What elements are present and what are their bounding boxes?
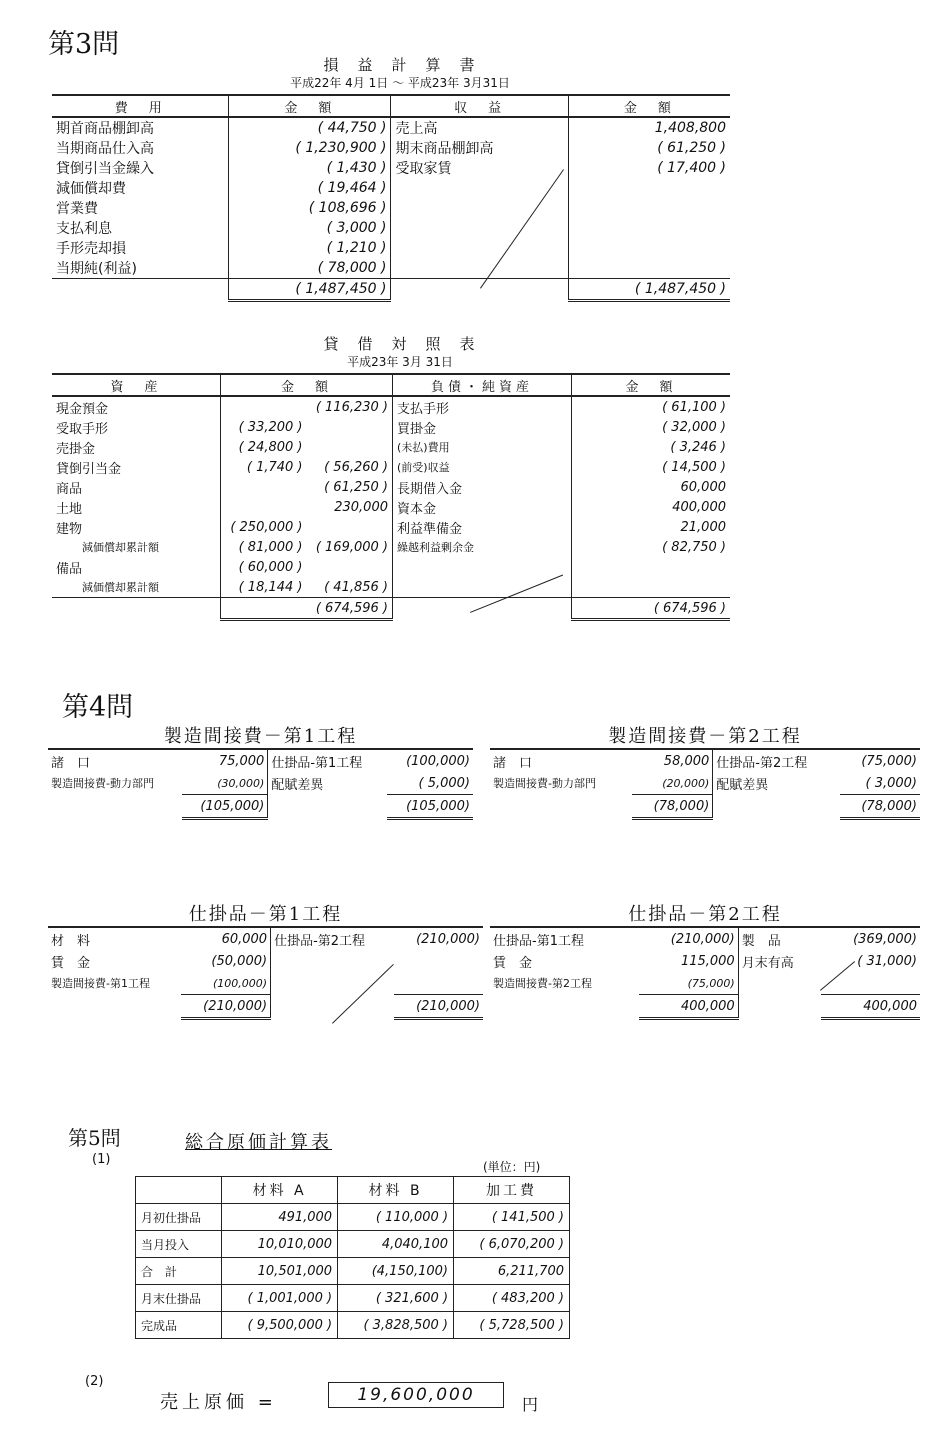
bs-amount-cell: ( 32,000 )	[572, 417, 731, 437]
bs-amount-cell	[221, 477, 307, 497]
cost-row	[136, 1312, 570, 1339]
oh1-debit-amount: 75,000	[182, 749, 268, 772]
q5-heading: 第5問	[68, 1126, 121, 1150]
bs-row	[52, 437, 730, 457]
cost-value-cell: 491,000	[222, 1204, 338, 1231]
cost-header-cell	[136, 1177, 222, 1204]
oh2-row	[490, 772, 920, 795]
pl-title: 損 益 計 算 書	[323, 56, 477, 74]
wip2-total-credit: 400,000	[821, 995, 920, 1019]
cost-header-row	[136, 1177, 570, 1204]
bs-amount-cell: ( 169,000 )	[315, 539, 388, 555]
oh2-debit-account: 諸 口	[493, 755, 533, 771]
pl-account-cell: 営業費	[56, 201, 98, 217]
pl-account-cell	[391, 218, 568, 238]
bs-total-spacer-2	[393, 598, 572, 620]
bs-row	[52, 417, 730, 437]
bs-account-cell: 備品	[56, 561, 83, 577]
cost-row-label: 月初仕掛品	[136, 1204, 222, 1231]
cost-value-cell: ( 9,500,000 )	[222, 1312, 338, 1339]
wip2-debit-amount: 115,000	[639, 950, 739, 972]
bs-row	[52, 457, 730, 477]
cogs-label: 売上原価 =	[160, 1392, 277, 1413]
bs-amount-cell: ( 116,230 )	[315, 399, 388, 415]
pl-header-expense: 費 用	[52, 95, 229, 117]
bs-account-cell: 建物	[56, 521, 83, 537]
t-account-overhead-process1	[48, 722, 473, 820]
bs-account-cell: 繰越利益剰余金	[393, 537, 572, 557]
oh2-credit-account: 仕掛品-第2工程	[716, 755, 808, 771]
pl-total-right: ( 1,487,450 )	[568, 279, 730, 301]
wip2-total-debit: 400,000	[639, 995, 739, 1019]
oh2-total-credit: (78,000)	[840, 795, 920, 819]
bs-amount-cell	[572, 557, 731, 577]
pl-amount-cell	[568, 178, 730, 198]
pl-total-spacer	[52, 279, 229, 301]
cost-row	[136, 1231, 570, 1258]
cost-row	[136, 1204, 570, 1231]
pl-amount-cell	[568, 238, 730, 258]
wip1-debit-account: 材 料	[51, 933, 91, 949]
bs-amount-cell: ( 61,250 )	[324, 479, 388, 495]
oh1-total-debit: (105,000)	[182, 795, 268, 819]
oh1-row	[48, 772, 473, 795]
pl-amount-cell	[568, 198, 730, 218]
oh2-total-row	[490, 795, 920, 819]
wip2-debit-account: 仕掛品-第1工程	[493, 933, 584, 949]
bs-header-amount: 金 額	[221, 374, 393, 396]
balance-sheet-table	[52, 373, 730, 621]
cogs-answer-box: 19,600,000	[328, 1382, 504, 1408]
oh2-total-debit: (78,000)	[632, 795, 713, 819]
cost-value-cell: ( 110,000 )	[338, 1204, 454, 1231]
bs-account-cell	[393, 557, 572, 577]
cost-sheet-unit: (単位：円)	[483, 1160, 541, 1174]
pl-amount-cell: ( 17,400 )	[568, 158, 730, 178]
pl-amount-cell: ( 1,230,900 )	[229, 138, 391, 158]
q3-heading: 第3問	[48, 29, 120, 60]
oh2-total-spacer-2	[713, 795, 840, 819]
wip1-empty-cell	[394, 950, 483, 972]
cost-value-cell: ( 1,001,000 )	[222, 1285, 338, 1312]
pl-amount-cell: ( 61,250 )	[568, 138, 730, 158]
bs-amount-cell	[221, 497, 307, 517]
pl-account-cell	[391, 258, 568, 279]
cost-value-cell: ( 6,070,200 )	[454, 1231, 570, 1258]
pl-row	[52, 117, 730, 138]
bs-row	[52, 537, 730, 557]
wip2-debit-amount: (210,000)	[639, 927, 739, 950]
pl-account-cell: 当期純(利益)	[56, 261, 137, 277]
wip2-total-row	[490, 995, 920, 1019]
bs-account-cell: 売掛金	[56, 441, 96, 457]
bs-period: 平成23年 3月 31日	[347, 355, 453, 369]
t-account-overhead-process2	[490, 722, 920, 820]
cost-value-cell: ( 483,200 )	[454, 1285, 570, 1312]
bs-amount-cell: ( 250,000 )	[221, 517, 307, 537]
wip1-debit-amount: 60,000	[181, 927, 270, 950]
oh2-debit-amount: 58,000	[632, 749, 713, 772]
bs-total-spacer	[52, 598, 221, 620]
pl-period: 平成22年 4月 1日 ～ 平成23年 3月31日	[290, 76, 510, 90]
t-account-wip-process2	[490, 900, 920, 1020]
cost-value-cell: 4,040,100	[338, 1231, 454, 1258]
pl-amount-cell	[568, 218, 730, 238]
pl-amount-cell: ( 3,000 )	[229, 218, 391, 238]
wip2-row	[490, 972, 920, 995]
cost-value-cell: ( 3,828,500 )	[338, 1312, 454, 1339]
oh1-total-spacer	[48, 795, 182, 819]
pl-header-revenue: 収 益	[391, 95, 568, 117]
cost-header-cell: 材料 A	[222, 1177, 338, 1204]
bs-account-cell: 減価償却累計額	[82, 581, 159, 594]
pl-row	[52, 138, 730, 158]
bs-account-cell: 資本金	[393, 497, 572, 517]
oh1-total-row	[48, 795, 473, 819]
wip1-total-credit: (210,000)	[394, 995, 483, 1019]
bs-amount-cell	[307, 557, 393, 577]
pl-total-row	[52, 279, 730, 301]
oh1-table	[48, 748, 473, 820]
oh2-row	[490, 749, 920, 772]
cost-row-label: 合 計	[136, 1258, 222, 1285]
pl-amount-cell: ( 78,000 )	[229, 258, 391, 279]
wip1-debit-account: 賃 金	[51, 955, 91, 971]
oh1-title: 製造間接費－第1工程	[163, 726, 358, 747]
bs-account-cell	[393, 577, 572, 598]
oh1-credit-account: 仕掛品-第1工程	[271, 755, 363, 771]
wip2-credit-amount: (369,000)	[853, 931, 917, 947]
wip1-total-spacer	[48, 995, 181, 1019]
bs-row	[52, 396, 730, 417]
bs-account-cell: 土地	[56, 501, 83, 517]
wip2-total-spacer	[490, 995, 639, 1019]
wip2-table	[490, 926, 920, 1020]
bs-amount-cell: 230,000	[334, 499, 388, 515]
bs-row	[52, 557, 730, 577]
bs-header-amount-2: 金 額	[572, 374, 731, 396]
bs-header-assets: 資 産	[52, 374, 221, 396]
bs-row	[52, 517, 730, 537]
wip1-row	[48, 950, 483, 972]
bs-amount-cell: ( 81,000 )	[221, 537, 307, 557]
oh1-row	[48, 749, 473, 772]
pl-row	[52, 198, 730, 218]
oh1-credit-account: 配賦差異	[271, 777, 324, 793]
pl-row	[52, 158, 730, 178]
wip2-title: 仕掛品－第2工程	[628, 904, 782, 925]
bs-account-cell: 利益準備金	[393, 517, 572, 537]
pl-row	[52, 258, 730, 279]
oh2-debit-amount: (20,000)	[632, 772, 713, 795]
oh2-credit-amount: (75,000)	[861, 753, 917, 769]
cost-value-cell: 10,501,000	[222, 1258, 338, 1285]
bs-account-cell: 支払手形	[393, 396, 572, 417]
wip1-total-row	[48, 995, 483, 1019]
bs-amount-cell	[307, 517, 393, 537]
bs-amount-cell: ( 82,750 )	[572, 537, 731, 557]
wip1-row	[48, 972, 483, 995]
bs-amount-cell: ( 61,100 )	[572, 396, 731, 417]
cost-value-cell: ( 321,600 )	[338, 1285, 454, 1312]
bs-amount-cell: ( 3,246 )	[572, 437, 731, 457]
pl-row	[52, 178, 730, 198]
wip1-credit-account: 仕掛品-第2工程	[274, 933, 366, 949]
cost-value-cell: ( 141,500 )	[454, 1204, 570, 1231]
bs-amount-cell: 60,000	[572, 477, 731, 497]
pl-amount-cell	[568, 258, 730, 279]
yen-unit: 円	[522, 1395, 539, 1414]
wip2-credit-amount: ( 31,000)	[857, 953, 917, 969]
wip1-total-spacer-2	[271, 995, 395, 1019]
bs-amount-cell: ( 24,800 )	[221, 437, 307, 457]
pl-header-amount-2: 金 額	[568, 95, 730, 117]
pl-account-cell: 期首商品棚卸高	[56, 121, 154, 137]
bs-amount-cell: ( 60,000 )	[221, 557, 307, 577]
bs-amount-cell: ( 56,260 )	[324, 459, 388, 475]
bs-account-cell: 商品	[56, 481, 83, 497]
cost-header-cell: 加工費	[454, 1177, 570, 1204]
oh2-total-spacer	[490, 795, 632, 819]
cost-row-label: 完成品	[136, 1312, 222, 1339]
bs-row	[52, 577, 730, 598]
wip2-debit-amount: (75,000)	[639, 972, 739, 995]
oh2-table	[490, 748, 920, 820]
bs-account-cell: 減価償却累計額	[82, 541, 159, 554]
pl-amount-cell: 1,408,800	[568, 117, 730, 138]
bs-amount-cell: ( 41,856 )	[324, 579, 388, 595]
cost-row	[136, 1285, 570, 1312]
oh1-total-credit: (105,000)	[387, 795, 473, 819]
wip1-empty-cell	[394, 972, 483, 995]
process-cost-sheet	[135, 1176, 570, 1339]
pl-header-amount: 金 額	[229, 95, 391, 117]
cost-row-label: 当月投入	[136, 1231, 222, 1258]
bs-total-row	[52, 598, 730, 620]
bs-amount-cell	[221, 396, 307, 417]
bs-amount-cell: ( 14,500 )	[572, 457, 731, 477]
cost-value-cell: ( 5,728,500 )	[454, 1312, 570, 1339]
oh1-debit-account: 諸 口	[51, 755, 91, 771]
pl-total-left: ( 1,487,450 )	[229, 279, 391, 301]
wip2-total-spacer-2	[738, 995, 821, 1019]
pl-account-cell: 期末商品棚卸高	[391, 138, 568, 158]
pl-amount-cell: ( 1,430 )	[229, 158, 391, 178]
wip2-debit-account: 賃 金	[493, 955, 533, 971]
wip1-empty-cell	[271, 950, 395, 972]
q5-part1-label: (1)	[92, 1152, 111, 1167]
bs-amount-cell	[572, 577, 731, 598]
bs-amount-cell: ( 1,740 )	[221, 457, 307, 477]
bs-account-cell: 受取手形	[56, 421, 109, 437]
oh2-credit-amount: ( 3,000)	[865, 775, 917, 791]
income-statement-table	[52, 94, 730, 302]
bs-account-cell: 長期借入金	[393, 477, 572, 497]
pl-account-cell: 当期商品仕入高	[56, 141, 154, 157]
pl-account-cell: 減価償却費	[56, 181, 126, 197]
bs-account-cell: (前受)収益	[393, 457, 572, 477]
bs-title: 貸 借 対 照 表	[323, 335, 477, 353]
pl-amount-cell: ( 44,750 )	[229, 117, 391, 138]
pl-amount-cell: ( 19,464 )	[229, 178, 391, 198]
cost-value-cell: 6,211,700	[454, 1258, 570, 1285]
wip2-credit-account: 月末有高	[741, 955, 794, 971]
wip1-debit-account: 製造間接費-第1工程	[51, 977, 150, 991]
bs-amount-cell: 400,000	[572, 497, 731, 517]
bs-amount-cell	[307, 417, 393, 437]
bs-row	[52, 477, 730, 497]
oh2-credit-account: 配賦差異	[716, 777, 769, 793]
bs-total-right: ( 674,596 )	[572, 598, 731, 620]
wip1-title: 仕掛品－第1工程	[188, 904, 343, 925]
pl-account-cell: 売上高	[391, 117, 568, 138]
bs-account-cell: (未払)費用	[393, 437, 572, 457]
wip1-row	[48, 927, 483, 950]
wip2-row	[490, 927, 920, 950]
bs-total-left: ( 674,596 )	[221, 598, 393, 620]
wip1-debit-amount: (100,000)	[181, 972, 270, 995]
cost-value-cell: (4,150,100)	[338, 1258, 454, 1285]
cost-sheet-title: 総合原価計算表	[185, 1132, 332, 1153]
bs-header-liabilities: 負債・純資産	[393, 374, 572, 396]
pl-account-cell	[391, 178, 568, 198]
wip1-table	[48, 926, 483, 1020]
bs-amount-cell: 21,000	[572, 517, 731, 537]
bs-row	[52, 497, 730, 517]
pl-account-cell: 受取家賃	[391, 158, 568, 178]
wip1-empty-cell	[271, 972, 395, 995]
bs-account-cell: 買掛金	[393, 417, 572, 437]
oh2-debit-account: 製造間接費-動力部門	[493, 777, 596, 791]
wip2-credit-account: 製 品	[741, 933, 781, 949]
oh1-credit-amount: (100,000)	[406, 753, 470, 769]
bs-amount-cell	[307, 437, 393, 457]
cost-header-cell: 材料 B	[338, 1177, 454, 1204]
wip1-credit-amount: (210,000)	[416, 931, 480, 947]
pl-amount-cell: ( 108,696 )	[229, 198, 391, 218]
wip2-debit-account: 製造間接費-第2工程	[493, 977, 592, 991]
pl-total-spacer-2	[391, 279, 568, 301]
q4-heading: 第4問	[62, 692, 134, 723]
bs-amount-cell: ( 18,144 )	[221, 577, 307, 598]
oh1-debit-amount: (30,000)	[182, 772, 268, 795]
wip1-total-debit: (210,000)	[181, 995, 270, 1019]
cost-row	[136, 1258, 570, 1285]
pl-row	[52, 238, 730, 258]
bs-amount-cell: ( 33,200 )	[221, 417, 307, 437]
pl-account-cell: 手形売却損	[56, 241, 126, 257]
bs-account-cell: 貸倒引当金	[56, 461, 122, 477]
pl-row	[52, 218, 730, 238]
pl-amount-cell: ( 1,210 )	[229, 238, 391, 258]
pl-account-cell: 貸倒引当金繰入	[56, 161, 154, 177]
wip2-empty-cell	[738, 972, 821, 995]
wip2-row	[490, 950, 920, 972]
pl-account-cell: 支払利息	[56, 221, 112, 237]
cost-value-cell: 10,010,000	[222, 1231, 338, 1258]
bs-account-cell: 現金預金	[56, 401, 109, 417]
oh1-credit-amount: ( 5,000)	[418, 775, 470, 791]
wip1-debit-amount: (50,000)	[181, 950, 270, 972]
oh1-total-spacer-2	[268, 795, 387, 819]
q5-part2-label: (2)	[85, 1374, 104, 1389]
oh2-title: 製造間接費－第2工程	[608, 726, 802, 747]
t-account-wip-process1	[48, 900, 483, 1020]
cost-row-label: 月末仕掛品	[136, 1285, 222, 1312]
pl-account-cell	[391, 238, 568, 258]
oh1-debit-account: 製造間接費-動力部門	[51, 777, 154, 791]
